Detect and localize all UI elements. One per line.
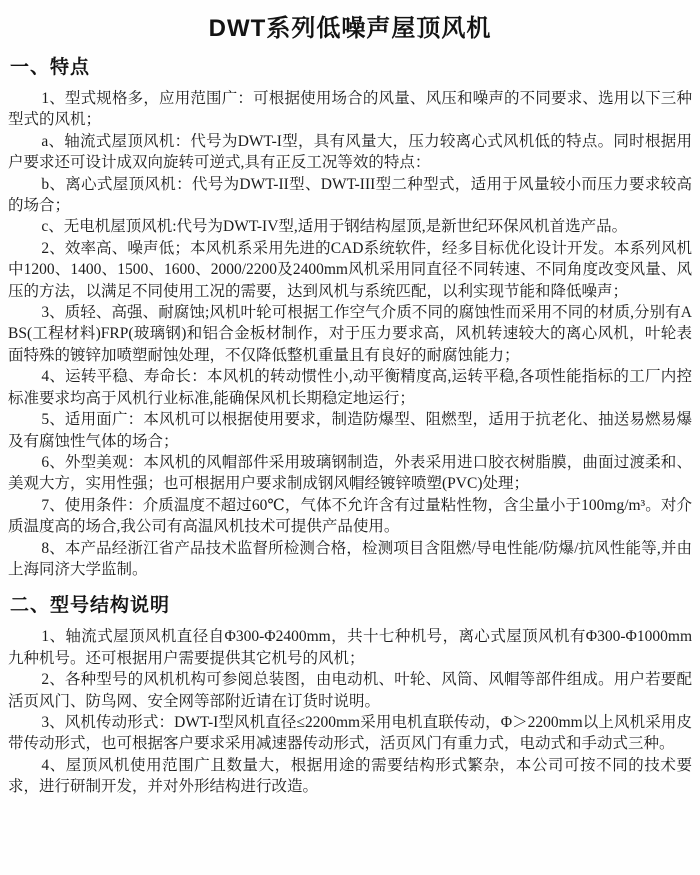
page-title-text: DWT系列低噪声屋顶风机	[208, 15, 492, 42]
features-paragraph-4: 4、运转平稳、寿命长：本风机的转动惯性小,动平衡精度高,运转平稳,各项性能指标的工厂内控标准要求均高于风机行业标准,能确保风机长期稳定地运行；	[8, 368, 692, 407]
model-paragraph-2: 2、各种型号的风机机构可参阅总装图，由电动机、叶轮、风筒、风帽等部件组成。用户若要配活页风门、防鸟网、安全网等部附近请在订货时说明。	[8, 671, 692, 710]
features-paragraph-1: 1、型式规格多，应用范围广：可根据使用场合的风量、风压和噪声的不同要求、选用以下三种型式的风机；	[8, 90, 692, 129]
model-paragraph-4: 4、屋顶风机使用范围广且数量大，根据用途的需要结构形式繁杂，本公司可按不同的技术要求，进行研制开发，并对外形结构进行改造。	[8, 756, 692, 796]
section-features-heading: 一、特点	[10, 57, 91, 78]
features-paragraph-1c: c、无电机屋顶风机:代号为DWT-IV型,适用于钢结构屋顶,是新世纪环保风机首选产品。	[41, 218, 628, 236]
features-paragraph-3: 3、质轻、高强、耐腐蚀;风机叶轮可根据工作空气介质不同的腐蚀性而采用不同的材质,分别有ABS(工程材料)FRP(玻璃钢)和铝合金板材制作，对于压力要求高，风机转速较大的离心风机，叶轮表面特殊的镀锌加喷塑耐蚀处理，不仅降低整机重量且有良好的耐腐蚀能力；	[8, 304, 692, 364]
features-paragraph-7: 7、使用条件：介质温度不超过60℃，气体不允许含有过量粘性物，含尘量小于100mg/m³。对介质温度高的场合,我公司有高温风机技术可提供产品使用。	[8, 496, 692, 536]
features-paragraph-6: 6、外型美观：本风机的风帽部件采用玻璃钢制造，外表采用进口胶衣树脂膜，曲面过渡柔和、美观大方，实用性强；也可根据用户要求制成钢风帽经镀锌喷塑(PVC)处理；	[8, 453, 692, 493]
features-paragraph-2: 2、效率高、噪声低；本风机系采用先进的CAD系统软件，经多目标优化设计开发。本系列风机中1200、1400、1500、1600、2000/2200及2400mm风机采用同直径不同转速、不同角度改变风量、风压的方法，以满足不同使用工况的需要，达到风机与系统匹配，以利实现节能和降低噪声；	[8, 239, 692, 300]
features-paragraph-1a: a、轴流式屋顶风机：代号为DWT-I型，具有风量大，压力较离心式风机低的特点。同时根据用户要求还可设计成双向旋转可逆式,具有正反工况等效的特点：	[8, 132, 692, 172]
page-title	[8, 8, 692, 43]
section-model-structure-heading: 二、型号结构说明	[10, 595, 171, 617]
features-paragraph-5: 5、适用面广：本风机可以根据使用要求，制造防爆型、阻燃型，适用于抗老化、抽送易燃易爆及有腐蚀性气体的场合；	[8, 411, 692, 450]
model-paragraph-3: 3、风机传动形式：DWT-I型风机直径≤2200mm采用电机直联传动，Φ＞2200mm以上风机采用皮带传动形式，也可根据客户要求采用减速器传动形式，活页风门有重力式，电动式和手动式三种。	[8, 713, 692, 753]
features-paragraph-1b: b、离心式屋顶风机：代号为DWT-II型、DWT-III型二种型式，适用于风量较小而压力要求较高的场合；	[8, 175, 692, 215]
model-paragraph-1: 1、轴流式屋顶风机直径自Φ300-Φ2400mm，共十七种机号，离心式屋顶风机有Φ300-Φ1000mm九种机号。还可根据用户需要提供其它机号的风机；	[8, 628, 692, 667]
features-paragraph-8: 8、本产品经浙江省产品技术监督所检测合格，检测项目含阻燃/导电性能/防爆/抗风性能等,并由上海同济大学监制。	[8, 539, 692, 578]
